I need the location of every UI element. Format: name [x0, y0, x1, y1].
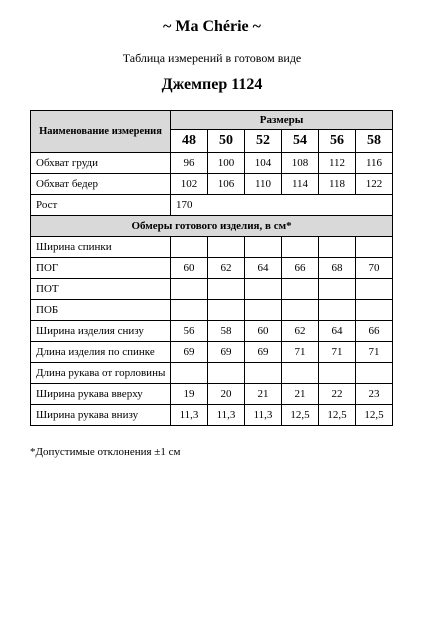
value-cell: 100	[208, 153, 245, 174]
table-row	[31, 342, 393, 363]
table-row	[31, 405, 393, 426]
value-cell: 66	[282, 258, 319, 279]
row-label: Ширина рукава вверху	[31, 384, 171, 405]
value-cell	[282, 237, 319, 258]
row-label: Ширина спинки	[31, 237, 171, 258]
value-cell: 21	[245, 384, 282, 405]
value-cell: 12,5	[356, 405, 393, 426]
value-cell: 114	[282, 174, 319, 195]
value-cell: 60	[245, 321, 282, 342]
value-cell: 71	[356, 342, 393, 363]
value-cell: 62	[208, 258, 245, 279]
size-header: 58	[356, 130, 393, 153]
value-cell: 69	[171, 342, 208, 363]
value-cell: 60	[171, 258, 208, 279]
size-header: 50	[208, 130, 245, 153]
value-cell: 68	[319, 258, 356, 279]
value-cell	[208, 279, 245, 300]
header-measurement-name: Наименование измерения	[31, 111, 171, 153]
value-cell: 62	[282, 321, 319, 342]
value-cell	[171, 237, 208, 258]
value-cell: 122	[356, 174, 393, 195]
product-title: Джемпер 1124	[161, 76, 263, 93]
value-cell: 70	[356, 258, 393, 279]
value-cell: 118	[319, 174, 356, 195]
footnote: *Допустимые отклонения ±1 см	[30, 446, 181, 458]
value-cell: 11,3	[245, 405, 282, 426]
value-cell	[356, 279, 393, 300]
row-label: ПОГ	[31, 258, 171, 279]
value-cell: 106	[208, 174, 245, 195]
value-cell: 71	[319, 342, 356, 363]
value-cell: 110	[245, 174, 282, 195]
table-row	[31, 363, 393, 384]
value-cell	[356, 237, 393, 258]
value-cell	[245, 237, 282, 258]
size-chart-table	[30, 110, 393, 426]
value-cell	[356, 300, 393, 321]
row-label: Ширина изделия снизу	[31, 321, 171, 342]
table-row	[31, 237, 393, 258]
table-row	[31, 279, 393, 300]
row-label: Обхват груди	[31, 153, 171, 174]
header-sizes: Размеры	[171, 111, 393, 130]
row-label: Длина изделия по спинке	[31, 342, 171, 363]
row-label: ПОБ	[31, 300, 171, 321]
value-cell: 12,5	[319, 405, 356, 426]
value-cell: 71	[282, 342, 319, 363]
value-cell: 22	[319, 384, 356, 405]
value-cell: 23	[356, 384, 393, 405]
value-cell	[282, 363, 319, 384]
brand-title: ~ Ma Chérie ~	[163, 18, 261, 35]
value-cell: 104	[245, 153, 282, 174]
table-row	[31, 153, 393, 174]
value-cell	[245, 279, 282, 300]
table-row	[31, 174, 393, 195]
value-cell	[171, 279, 208, 300]
value-cell	[208, 363, 245, 384]
table-row	[31, 258, 393, 279]
value-cell	[282, 279, 319, 300]
value-cell: 102	[171, 174, 208, 195]
value-cell: 170	[171, 195, 393, 216]
value-cell: 69	[245, 342, 282, 363]
size-header: 52	[245, 130, 282, 153]
value-cell: 20	[208, 384, 245, 405]
row-label: Обхват бедер	[31, 174, 171, 195]
size-header: 48	[171, 130, 208, 153]
value-cell	[319, 300, 356, 321]
row-label: Длина рукава от горловины	[31, 363, 171, 384]
value-cell: 58	[208, 321, 245, 342]
value-cell: 116	[356, 153, 393, 174]
value-cell: 21	[282, 384, 319, 405]
value-cell	[208, 237, 245, 258]
value-cell	[319, 237, 356, 258]
value-cell	[245, 300, 282, 321]
size-header: 54	[282, 130, 319, 153]
value-cell	[282, 300, 319, 321]
value-cell: 11,3	[171, 405, 208, 426]
value-cell: 112	[319, 153, 356, 174]
row-label: Ширина рукава внизу	[31, 405, 171, 426]
row-label: ПОТ	[31, 279, 171, 300]
value-cell	[208, 300, 245, 321]
value-cell: 66	[356, 321, 393, 342]
value-cell: 64	[319, 321, 356, 342]
section-header-row	[31, 216, 393, 237]
section-title: Обмеры готового изделия, в см*	[31, 216, 393, 237]
table-header-row	[31, 111, 393, 130]
table-row-height	[31, 195, 393, 216]
table-row	[31, 384, 393, 405]
value-cell: 19	[171, 384, 208, 405]
size-header: 56	[319, 130, 356, 153]
value-cell: 56	[171, 321, 208, 342]
value-cell	[319, 279, 356, 300]
value-cell: 108	[282, 153, 319, 174]
value-cell	[356, 363, 393, 384]
value-cell	[319, 363, 356, 384]
table-row	[31, 321, 393, 342]
value-cell: 96	[171, 153, 208, 174]
value-cell: 69	[208, 342, 245, 363]
value-cell	[171, 363, 208, 384]
table-row	[31, 300, 393, 321]
value-cell: 11,3	[208, 405, 245, 426]
value-cell: 64	[245, 258, 282, 279]
document-subtitle: Таблица измерений в готовом виде	[122, 51, 302, 65]
value-cell	[171, 300, 208, 321]
value-cell: 12,5	[282, 405, 319, 426]
value-cell	[245, 363, 282, 384]
row-label: Рост	[31, 195, 171, 216]
